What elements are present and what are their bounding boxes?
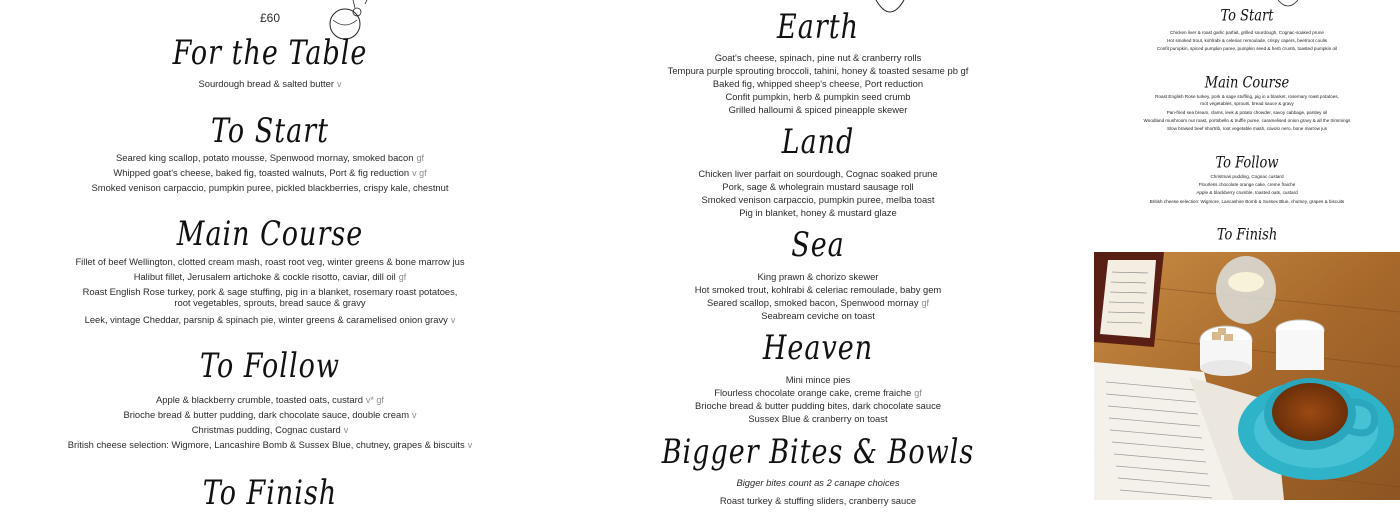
menu-item: Flourless chocolate orange cake, creme fraiche gf [714,387,922,398]
section-heading-main-course: Main Course [176,215,364,254]
menu-item: Hot smoked trout, kohlrabi & celeriac remoulade, baby gem [694,284,942,295]
menu-page-middle [640,0,996,506]
menu-item: Smoked venison carpaccio, pumpkin puree, pickled blackberries, crispy kale, chestnut [91,182,449,193]
menu-item: British cheese selection: Wigmore, Lancashire Bomb & Sussex Blue, chutney, grapes & biscuits [1149,199,1345,204]
tea-table-photo [1094,252,1400,500]
menu-item: Pork, sage & wholegrain mustard sausage roll [722,181,914,192]
menu-item: Confit pumpkin, herb & pumpkin seed crumb [725,91,911,102]
menu-item: Roast English Rose turkey, pork & sage stuffing, pig in a blanket, rosemary roast potatoes, [1155,94,1339,99]
section-heading-main-course: Main Course [1204,74,1290,93]
menu-item: root vegetables, sprouts, bread sauce & gravy [174,297,366,308]
section-heading-to-finish: To Finish [1216,226,1278,245]
menu-item: Sourdough bread & salted butter v [198,78,342,89]
menu-item: King prawn & chorizo skewer [757,271,879,282]
menu-item: Chicken liver & roast garlic parfait, grilled sourdough, Cognac-soaked prune [1170,30,1324,35]
menu-item: Pan-fried sea bream, clams, leek & potato chowder, savoy cabbage, parsley oil [1166,110,1328,115]
menu-item: Whipped goat's cheese, baked fig, toasted walnuts, Port & fig reduction v gf [113,167,427,178]
section-heading-earth: Earth [777,8,859,47]
menu-item: Chicken liver parfait on sourdough, Cognac soaked prune [698,168,938,179]
menu-item: Seabream ceviche on toast [761,310,875,321]
menu-item: Seared scallop, smoked bacon, Spenwood mornay gf [706,297,930,308]
menu-item: Roast turkey & stuffing sliders, cranberry sauce [719,495,917,506]
menu-item: Hot smoked trout, kohlrabi & celeriac remoulade, crispy capers, beetroot coulis [1166,38,1328,43]
menu-page-left [0,0,540,513]
menu-item: Sussex Blue & cranberry on toast [748,413,888,424]
tea-table-illustration [1094,252,1400,500]
menu-item: Woodland mushroom nut roast, portobello & truffle puree, caramelised onion gravy & all the trimmings [1143,118,1351,123]
menu-item: Goat's cheese, spinach, pine nut & cranberry rolls [714,52,922,63]
menu-item: Pig in blanket, honey & mustard glaze [739,207,897,218]
menu-item: Leek, vintage Cheddar, parsnip & spinach pie, winter greens & caramelised onion gravy v [84,314,456,325]
menu-item: Halibut fillet, Jerusalem artichoke & cockle risotto, caviar, dill oil gf [133,271,407,282]
menu-item: Slow braised beef shortrib, root vegetable mash, cavolo nero, bone marrow jus [1166,126,1328,131]
menu-item: Mini mince pies [785,374,851,385]
menu-item: Smoked venison carpaccio, pumpkin puree, melba toast [701,194,935,205]
section-note: Bigger bites count as 2 canape choices [736,477,900,488]
section-heading-to-follow: To Follow [1215,154,1279,173]
menu-item: Baked fig, whipped sheep's cheese, Port reduction [712,78,924,89]
menu-item: root vegetables, sprouts, bread sauce & gravy [1200,101,1294,106]
menu-item: Christmas pudding, Cognac custard [1210,174,1284,179]
section-heading-sea: Sea [791,226,845,265]
menu-item: Christmas pudding, Cognac custard v [191,424,349,435]
menu-item: Tempura purple sprouting broccoli, tahini, honey & toasted sesame pb gf [667,65,969,76]
section-heading-to-start: To Start [211,112,329,151]
menu-item: Seared king scallop, potato mousse, Spenwood mornay, smoked bacon gf [116,152,424,163]
menu-item: Grilled halloumi & spiced pineapple skewer [728,104,908,115]
section-heading-to-start: To Start [1220,7,1274,26]
menu-item: Fillet of beef Wellington, clotted cream mash, roast root veg, winter greens & bone marrow jus [75,256,465,267]
section-heading-to-finish: To Finish [202,474,338,513]
menu-item: Confit pumpkin, spiced pumpkin puree, pumpkin seed & herb crumb, toasted pumpkin oil [1156,46,1338,51]
menu-item: Brioche bread & butter pudding, dark chocolate sauce, double cream v [123,409,417,420]
menu-item: Roast English Rose turkey, pork & sage stuffing, pig in a blanket, rosemary roast potatoes, [82,286,458,297]
menu-item: British cheese selection: Wigmore, Lancashire Bomb & Sussex Blue, chutney, grapes & biscuits v [67,439,473,450]
section-heading-bigger-bites: Bigger Bites & Bowls [661,433,975,472]
menu-item: Apple & blackberry crumble, toasted oats, custard [1196,190,1298,195]
menu-item: Flourless chocolate orange cake, creme fraiche [1198,182,1296,187]
section-heading-land: Land [781,123,855,162]
menu-price: £60 [259,11,281,25]
section-heading-heaven: Heaven [762,329,874,368]
section-heading-to-follow: To Follow [200,347,340,386]
menu-item: Apple & blackberry crumble, toasted oats, custard v* gf [156,394,384,405]
menu-item: Brioche bread & butter pudding bites, dark chocolate sauce [695,400,941,411]
section-heading-for-the-table: For the Table [172,34,368,73]
